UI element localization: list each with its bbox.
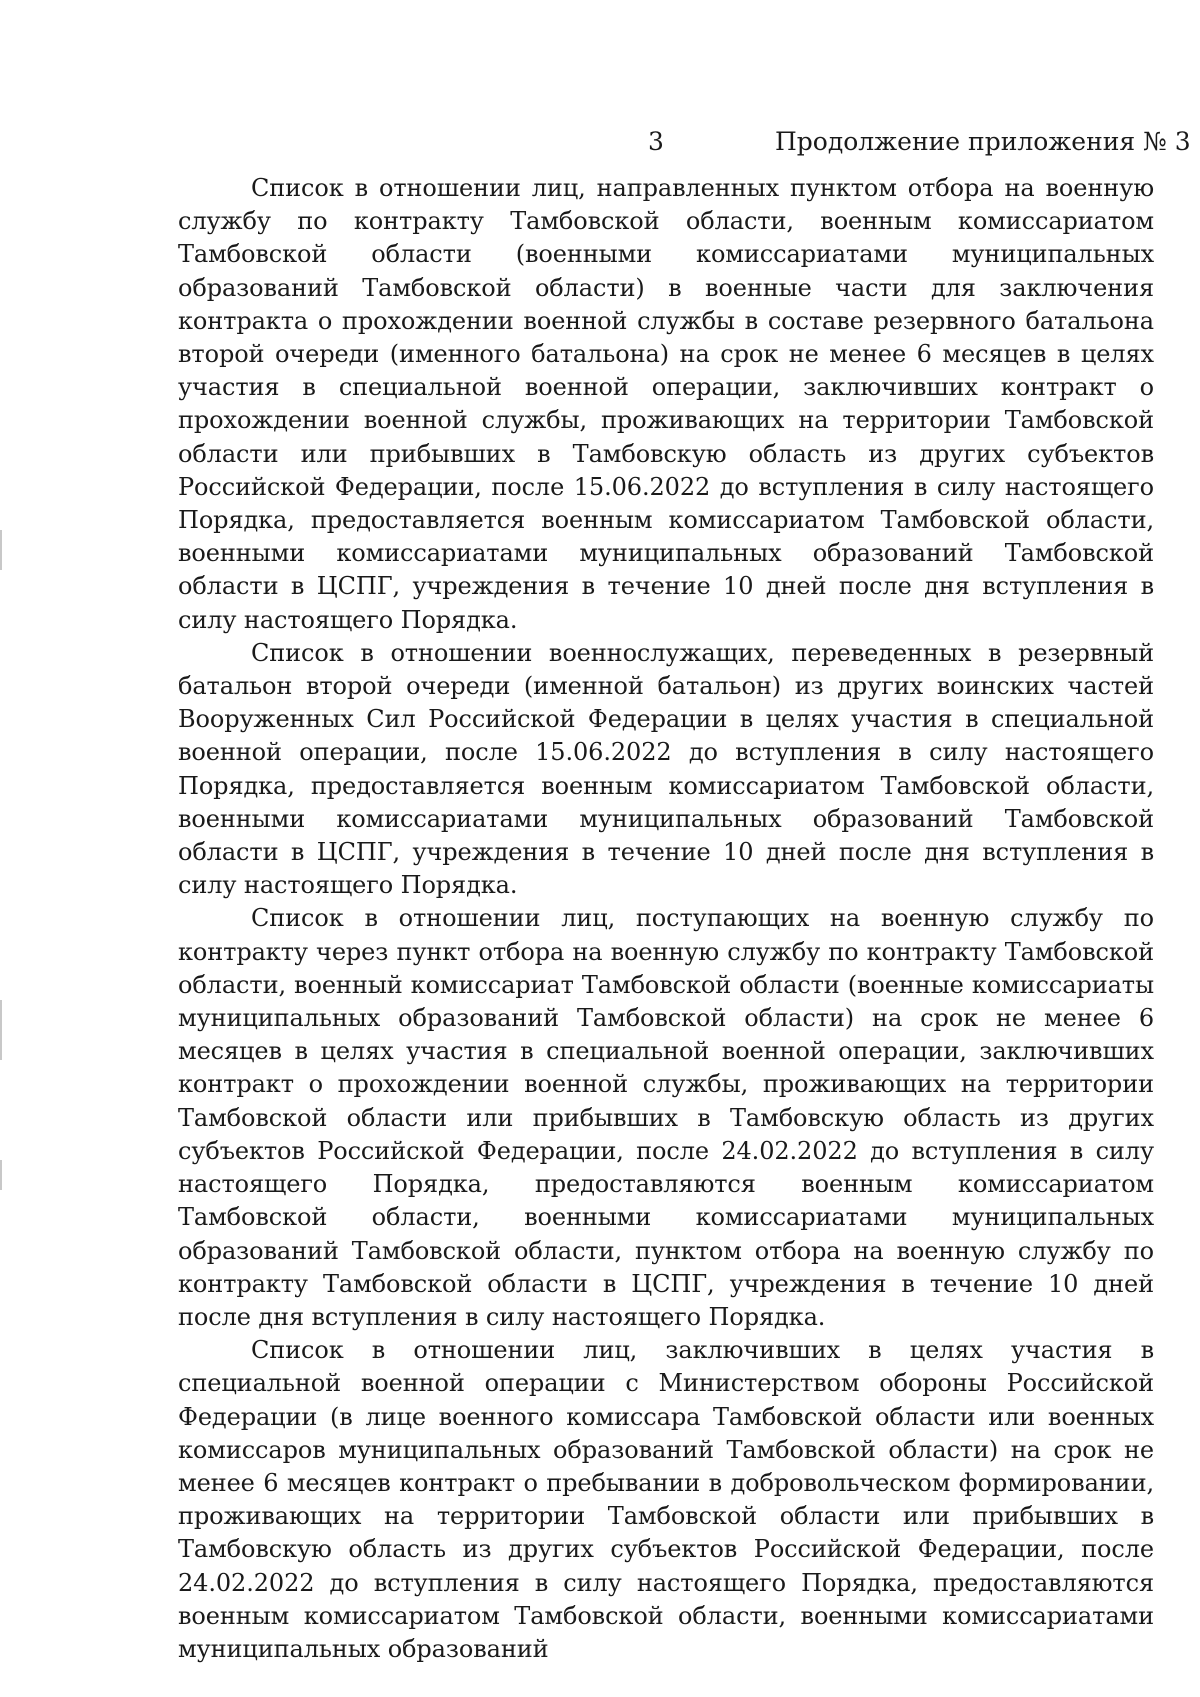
scan-edge-mark bbox=[0, 530, 2, 570]
paragraph: Список в отношении лиц, поступающих на военную службу по контракту через пункт отбора на военную службу по контракту Тамбовской области, военный комиссариат Тамбовской области (военные комиссариаты муниципальных образований Тамбовской области) на срок не менее 6 месяцев в целях участия в специальной военной операции, заключивших контракт о прохождении военной службы, проживающих на территории Тамбовской области или прибывших в Тамбовскую область из других субъектов Российской Федерации, после 24.02.2022 до вступления в силу настоящего Порядка, предоставляются военным комиссариатом Тамбовской области, военными комиссариатами муниципальных образований Тамбовской области, пунктом отбора на военную службу по контракту Тамбовской области в ЦСПГ, учреждения в течение 10 дней после дня вступления в силу настоящего Порядка. bbox=[178, 904, 1154, 1331]
scan-edge-mark bbox=[0, 1160, 2, 1190]
scan-edge-mark bbox=[0, 1000, 2, 1060]
paragraph: Список в отношении лиц, направленных пунктом отбора на военную службу по контракту Тамбовской области, военным комиссариатом Тамбовской области (военными комиссариатами муниципальных образований Тамбовской области) в военные части для заключения контракта о прохождении военной службы в составе резервного батальона второй очереди (именного батальона) на срок не менее 6 месяцев в целях участия в специальной военной операции, заключивших контракт о прохождении военной службы, проживающих на территории Тамбовской области или прибывших в Тамбовскую область из других субъектов Российской Федерации, после 15.06.2022 до вступления в силу настоящего Порядка, предоставляется военным комиссариатом Тамбовской области, военными комиссариатами муниципальных образований Тамбовской области в ЦСПГ, учреждения в течение 10 дней после дня вступления в силу настоящего Порядка. bbox=[178, 174, 1154, 634]
paragraph: Список в отношении лиц, заключивших в целях участия в специальной военной операции с Министерством обороны Российской Федерации (в лице военного комиссара Тамбовской области или военных комиссаров муниципальных образований Тамбовской области) на срок не менее 6 месяцев контракт о пребывании в добровольческом формировании, проживающих на территории Тамбовской области или прибывших в Тамбовскую область из других субъектов Российской Федерации, после 24.02.2022 до вступления в силу настоящего Порядка, предоставляются военным комиссариатом Тамбовской области, военными комиссариатами муниципальных образований bbox=[178, 1336, 1154, 1663]
page-header bbox=[0, 126, 1200, 166]
paragraph: Список в отношении военнослужащих, переведенных в резервный батальон второй очереди (именной батальон) из других воинских частей Вооруженных Сил Российской Федерации в целях участия в специальной военной операции, после 15.06.2022 до вступления в силу настоящего Порядка, предоставляется военным комиссариатом Тамбовской области, военными комиссариатами муниципальных образований Тамбовской области в ЦСПГ, учреждения в течение 10 дней после дня вступления в силу настоящего Порядка. bbox=[178, 638, 1154, 900]
page-number: 3 bbox=[648, 127, 664, 156]
appendix-continuation-label: Продолжение приложения № 3 bbox=[775, 127, 1191, 156]
document-body bbox=[178, 172, 1154, 1666]
